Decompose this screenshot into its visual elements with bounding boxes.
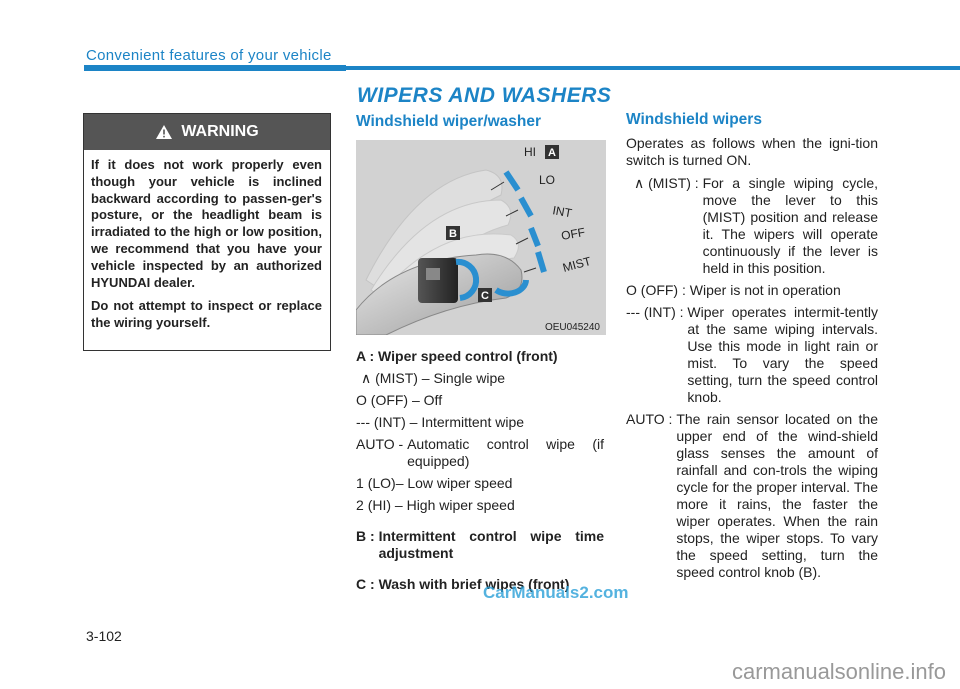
- legend-item-mist: ∧ (MIST) – Single wipe: [361, 370, 506, 386]
- legend-item-int: --- (INT) – Intermittent wipe: [356, 414, 525, 430]
- mode-mist: ∧ (MIST) : For a single wiping cycle, move the lever to this (MIST) position and release it. The wipers will operate continuously if the lever is held in this position.: [634, 175, 878, 276]
- callout-a: A: [548, 147, 556, 159]
- figure-code: OEU045240: [544, 322, 600, 333]
- warning-paragraph: If it does not work properly even though your vehicle is inclined backward according to passen-ger's posture, or the headlight beam is irradiated to the high or low position, we recommend that you have your vehicle inspected by an authorized HYUNDAI dealer.: [91, 157, 322, 290]
- running-header: Convenient features of your vehicle: [86, 47, 332, 64]
- wipers-subhead: Windshield wipers: [626, 111, 762, 128]
- warning-body: [84, 150, 330, 332]
- legend-item-off: O (OFF) – Off: [356, 392, 443, 408]
- wiper-lever-figure: [356, 140, 606, 335]
- wiper-washer-subhead: Windshield wiper/washer: [356, 113, 542, 130]
- warning-paragraph: Do not attempt to inspect or replace the wiring yourself.: [91, 298, 322, 331]
- label-off: OFF: [560, 224, 587, 243]
- page-number: 3-102: [86, 628, 122, 644]
- mode-off: O (OFF) : Wiper is not in operation: [626, 282, 841, 298]
- legend-item-a: A : Wiper speed control (front): [356, 348, 558, 364]
- wipers-intro: Operates as follows when the igni-tion switch is turned ON.: [626, 135, 878, 168]
- label-hi: HI: [524, 145, 536, 159]
- label-lo: LO: [539, 173, 556, 187]
- mode-auto: AUTO : The rain sensor located on the upper end of the wind-shield glass senses the amount of rainfall and con-trols the wiping cycle for the proper interval. The more it rains, the faster the wiper operates. When the rain stops, the wiper stops. To vary the speed setting, turn the speed control knob (B).: [626, 411, 878, 580]
- wiper-modes-text: [626, 135, 878, 586]
- wiper-control-legend: [356, 348, 604, 598]
- warning-box: [83, 113, 331, 351]
- legend-item-auto: AUTO - Automatic control wipe (if equipped): [356, 436, 604, 469]
- mode-int: --- (INT) : Wiper operates intermit-tently at the same wiping intervals. Use this mode in light rain or mist. To vary the speed setting, turn the speed control knob.: [626, 304, 878, 405]
- legend-item-hi: 2 (HI) – High wiper speed: [356, 497, 515, 513]
- wiper-lever-illustration: [356, 140, 606, 335]
- label-mist: MIST: [561, 253, 593, 275]
- footer-watermark: carmanualsonline.info: [731, 659, 946, 684]
- watermark: CarManuals2.com: [483, 583, 629, 602]
- warning-label: WARNING: [181, 123, 259, 140]
- legend-item-b: B : Intermittent control wipe time adjustment: [356, 528, 604, 561]
- warning-triangle-icon: [155, 124, 173, 140]
- label-int: INT: [551, 203, 573, 221]
- callout-b: B: [449, 228, 457, 240]
- warning-header: [84, 114, 330, 150]
- callout-c: C: [481, 290, 489, 302]
- header-rule-accent: [84, 65, 346, 71]
- legend-item-lo: 1 (LO)– Low wiper speed: [356, 475, 513, 491]
- section-title: WIPERS AND WASHERS: [357, 84, 612, 107]
- legend-item-c: C : Wash with brief wipes (front): [356, 576, 570, 592]
